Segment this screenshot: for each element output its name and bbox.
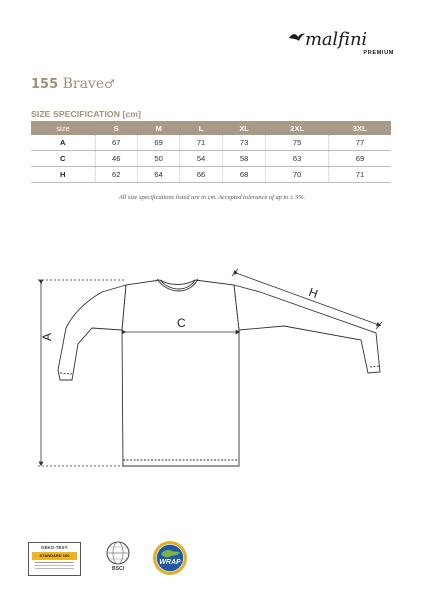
size-header-cell: M: [137, 121, 179, 135]
tshirt-outline-svg: [0, 240, 424, 480]
table-cell: 69: [137, 135, 179, 151]
table-cell: 62: [95, 167, 137, 183]
size-header-cell: S: [95, 121, 137, 135]
row-label: H: [31, 167, 95, 183]
table-cell: 54: [180, 151, 222, 167]
tshirt-body: [58, 279, 380, 466]
oeko-tex-title: OEKO-TEX®: [41, 545, 68, 550]
table-cell: 71: [328, 167, 391, 183]
size-header-cell: L: [180, 121, 222, 135]
size-table-header-row: [31, 121, 391, 135]
table-cell: 71: [180, 135, 222, 151]
bsci-label: BSCI: [112, 566, 124, 572]
table-cell: 50: [137, 151, 179, 167]
brand-logo: [288, 28, 394, 64]
dimension-label-h: H: [306, 284, 320, 302]
tolerance-note: All size specifications listed are in cm. Accepted tolerance of up to ± 5%.: [118, 194, 306, 201]
dimension-label-a: A: [40, 332, 54, 341]
garment-diagram: [0, 240, 424, 480]
table-cell: 64: [137, 167, 179, 183]
male-symbol-icon: ♂: [104, 77, 115, 91]
bird-icon: [288, 31, 306, 45]
table-cell: 73: [222, 135, 266, 151]
table-cell: 66: [180, 167, 222, 183]
size-header-cell: size: [31, 121, 95, 135]
table-cell: 58: [222, 151, 266, 167]
table-row: [31, 167, 391, 183]
row-label: C: [31, 151, 95, 167]
globe-icon: [102, 540, 134, 566]
row-label: A: [31, 135, 95, 151]
brand-name: malfini: [305, 29, 367, 50]
size-header-cell: 2XL: [266, 121, 329, 135]
size-header-cell: 3XL: [328, 121, 391, 135]
oeko-tex-lines: [35, 562, 74, 563]
size-header-cell: XL: [222, 121, 266, 135]
product-code: 155: [31, 77, 59, 92]
product-name: Brave: [62, 76, 105, 92]
table-cell: 68: [222, 167, 266, 183]
table-row: [31, 151, 391, 167]
table-row: [31, 135, 391, 151]
size-table: [31, 121, 391, 183]
product-title: [31, 76, 115, 92]
wrap-seal-icon: [152, 540, 188, 576]
table-cell: 63: [266, 151, 329, 167]
table-cell: 77: [328, 135, 391, 151]
wrap-label: WRAP: [159, 559, 181, 566]
dimension-label-c: C: [177, 316, 186, 330]
brand-tagline: PREMIUM: [363, 50, 394, 56]
section-title: SIZE SPECIFICATION [cm]: [31, 109, 142, 119]
wrap-logo: [152, 540, 188, 576]
bsci-logo: [102, 540, 134, 576]
table-cell: 67: [95, 135, 137, 151]
table-cell: 75: [266, 135, 329, 151]
oeko-tex-band: STANDARD 100: [32, 552, 77, 560]
oeko-tex-logo: [28, 542, 81, 576]
table-cell: 46: [95, 151, 137, 167]
table-cell: 70: [266, 167, 329, 183]
dimension-h: [232, 269, 382, 329]
certification-logos: [28, 540, 198, 580]
table-cell: 69: [328, 151, 391, 167]
